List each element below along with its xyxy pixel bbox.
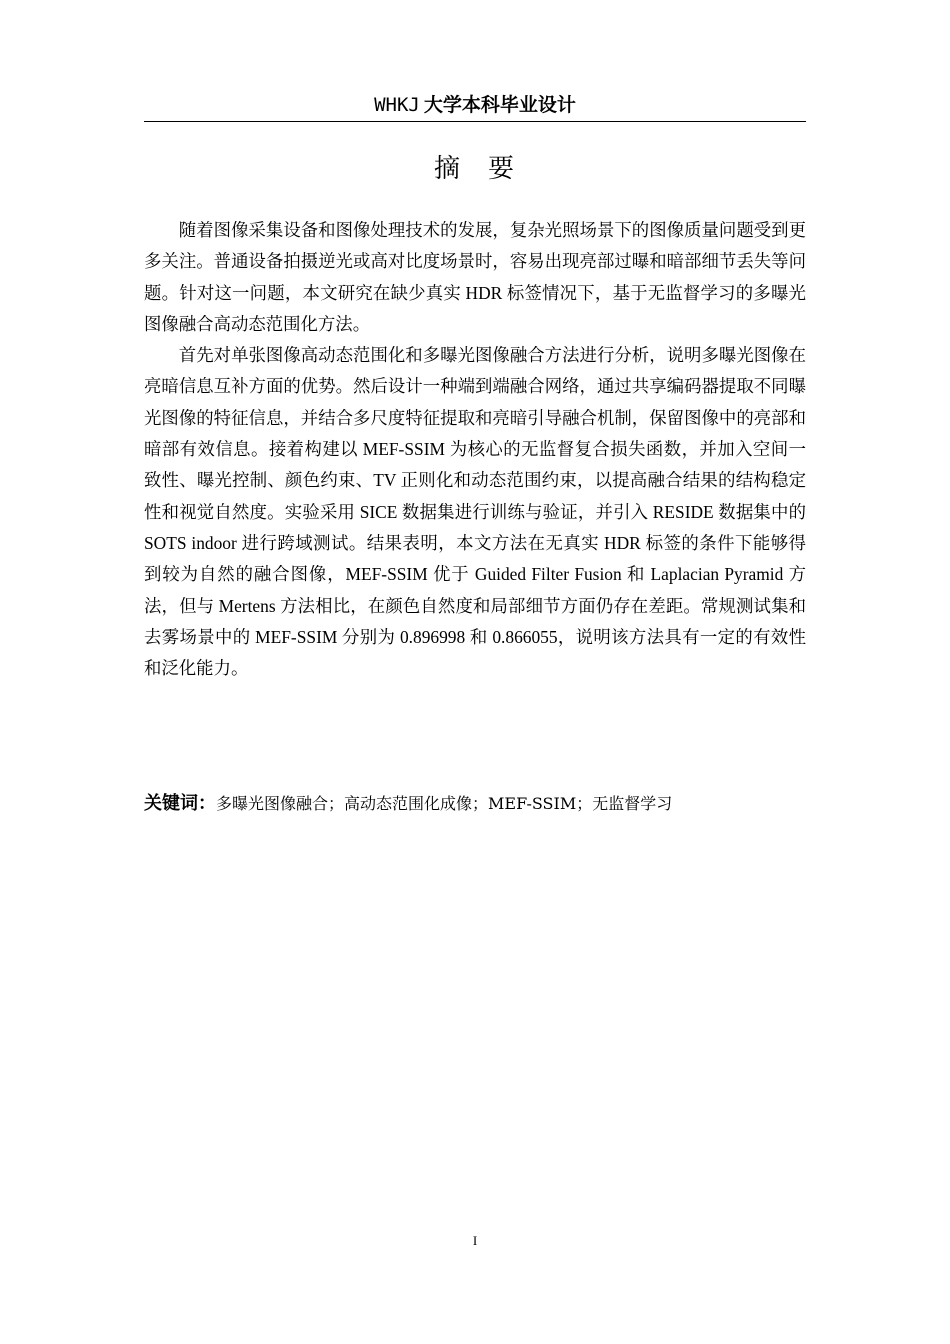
abstract-paragraph-1: 随着图像采集设备和图像处理技术的发展，复杂光照场景下的图像质量问题受到更多关注。普通设备拍摄逆光或高对比度场景时，容易出现亮部过曝和暗部细节丢失等问题。针对这一问题，本文研究在缺少真实 HDR 标签情况下，基于无监督学习的多曝光图像融合高动态范围化方法。: [144, 220, 806, 334]
header-document-type: 大学本科毕业设计: [423, 94, 576, 116]
title-char-1: 摘: [433, 154, 462, 184]
keywords-line: [144, 789, 806, 819]
page-title: [144, 151, 806, 187]
keywords-text: 多曝光图像融合；高动态范围化成像；MEF-SSIM；无监督学习: [216, 794, 673, 813]
abstract-body: [144, 215, 806, 684]
keywords-label: 关键词：: [144, 793, 216, 814]
header-divider: [144, 121, 806, 122]
title-char-2: 要: [488, 154, 517, 184]
page-number: I: [472, 1233, 478, 1248]
abstract-paragraph-2: 首先对单张图像高动态范围化和多曝光图像融合方法进行分析，说明多曝光图像在亮暗信息互补方面的优势。然后设计一种端到端融合网络，通过共享编码器提取不同曝光图像的特征信息，并结合多尺度特征提取和亮暗引导融合机制，保留图像中的亮部和暗部有效信息。接着构建以 MEF-SSIM 为核心的无监督复合损失函数，并加入空间一致性、曝光控制、颜色约束、TV 正则化和动态范围约束，以提高融合结果的结构稳定性和视觉自然度。实验采用 SICE 数据集进行训练与验证，并引入 RESIDE 数据集中的 SOTS indoor 进行跨域测试。结果表明，本文方法在无真实 HDR 标签的条件下能够得到较为自然的融合图像，MEF-SSIM 优于 Guided Filter Fusion 和 Laplacian Pyramid 方法，但与 Mertens 方法相比，在颜色自然度和局部细节方面仍存在差距。常规测试集和去雾场景中的 MEF-SSIM 分别为 0.896998 和 0.866055，说明该方法具有一定的有效性和泛化能力。: [144, 345, 806, 679]
page-header: [144, 90, 806, 120]
header-school-code: WHKJ: [374, 94, 420, 116]
